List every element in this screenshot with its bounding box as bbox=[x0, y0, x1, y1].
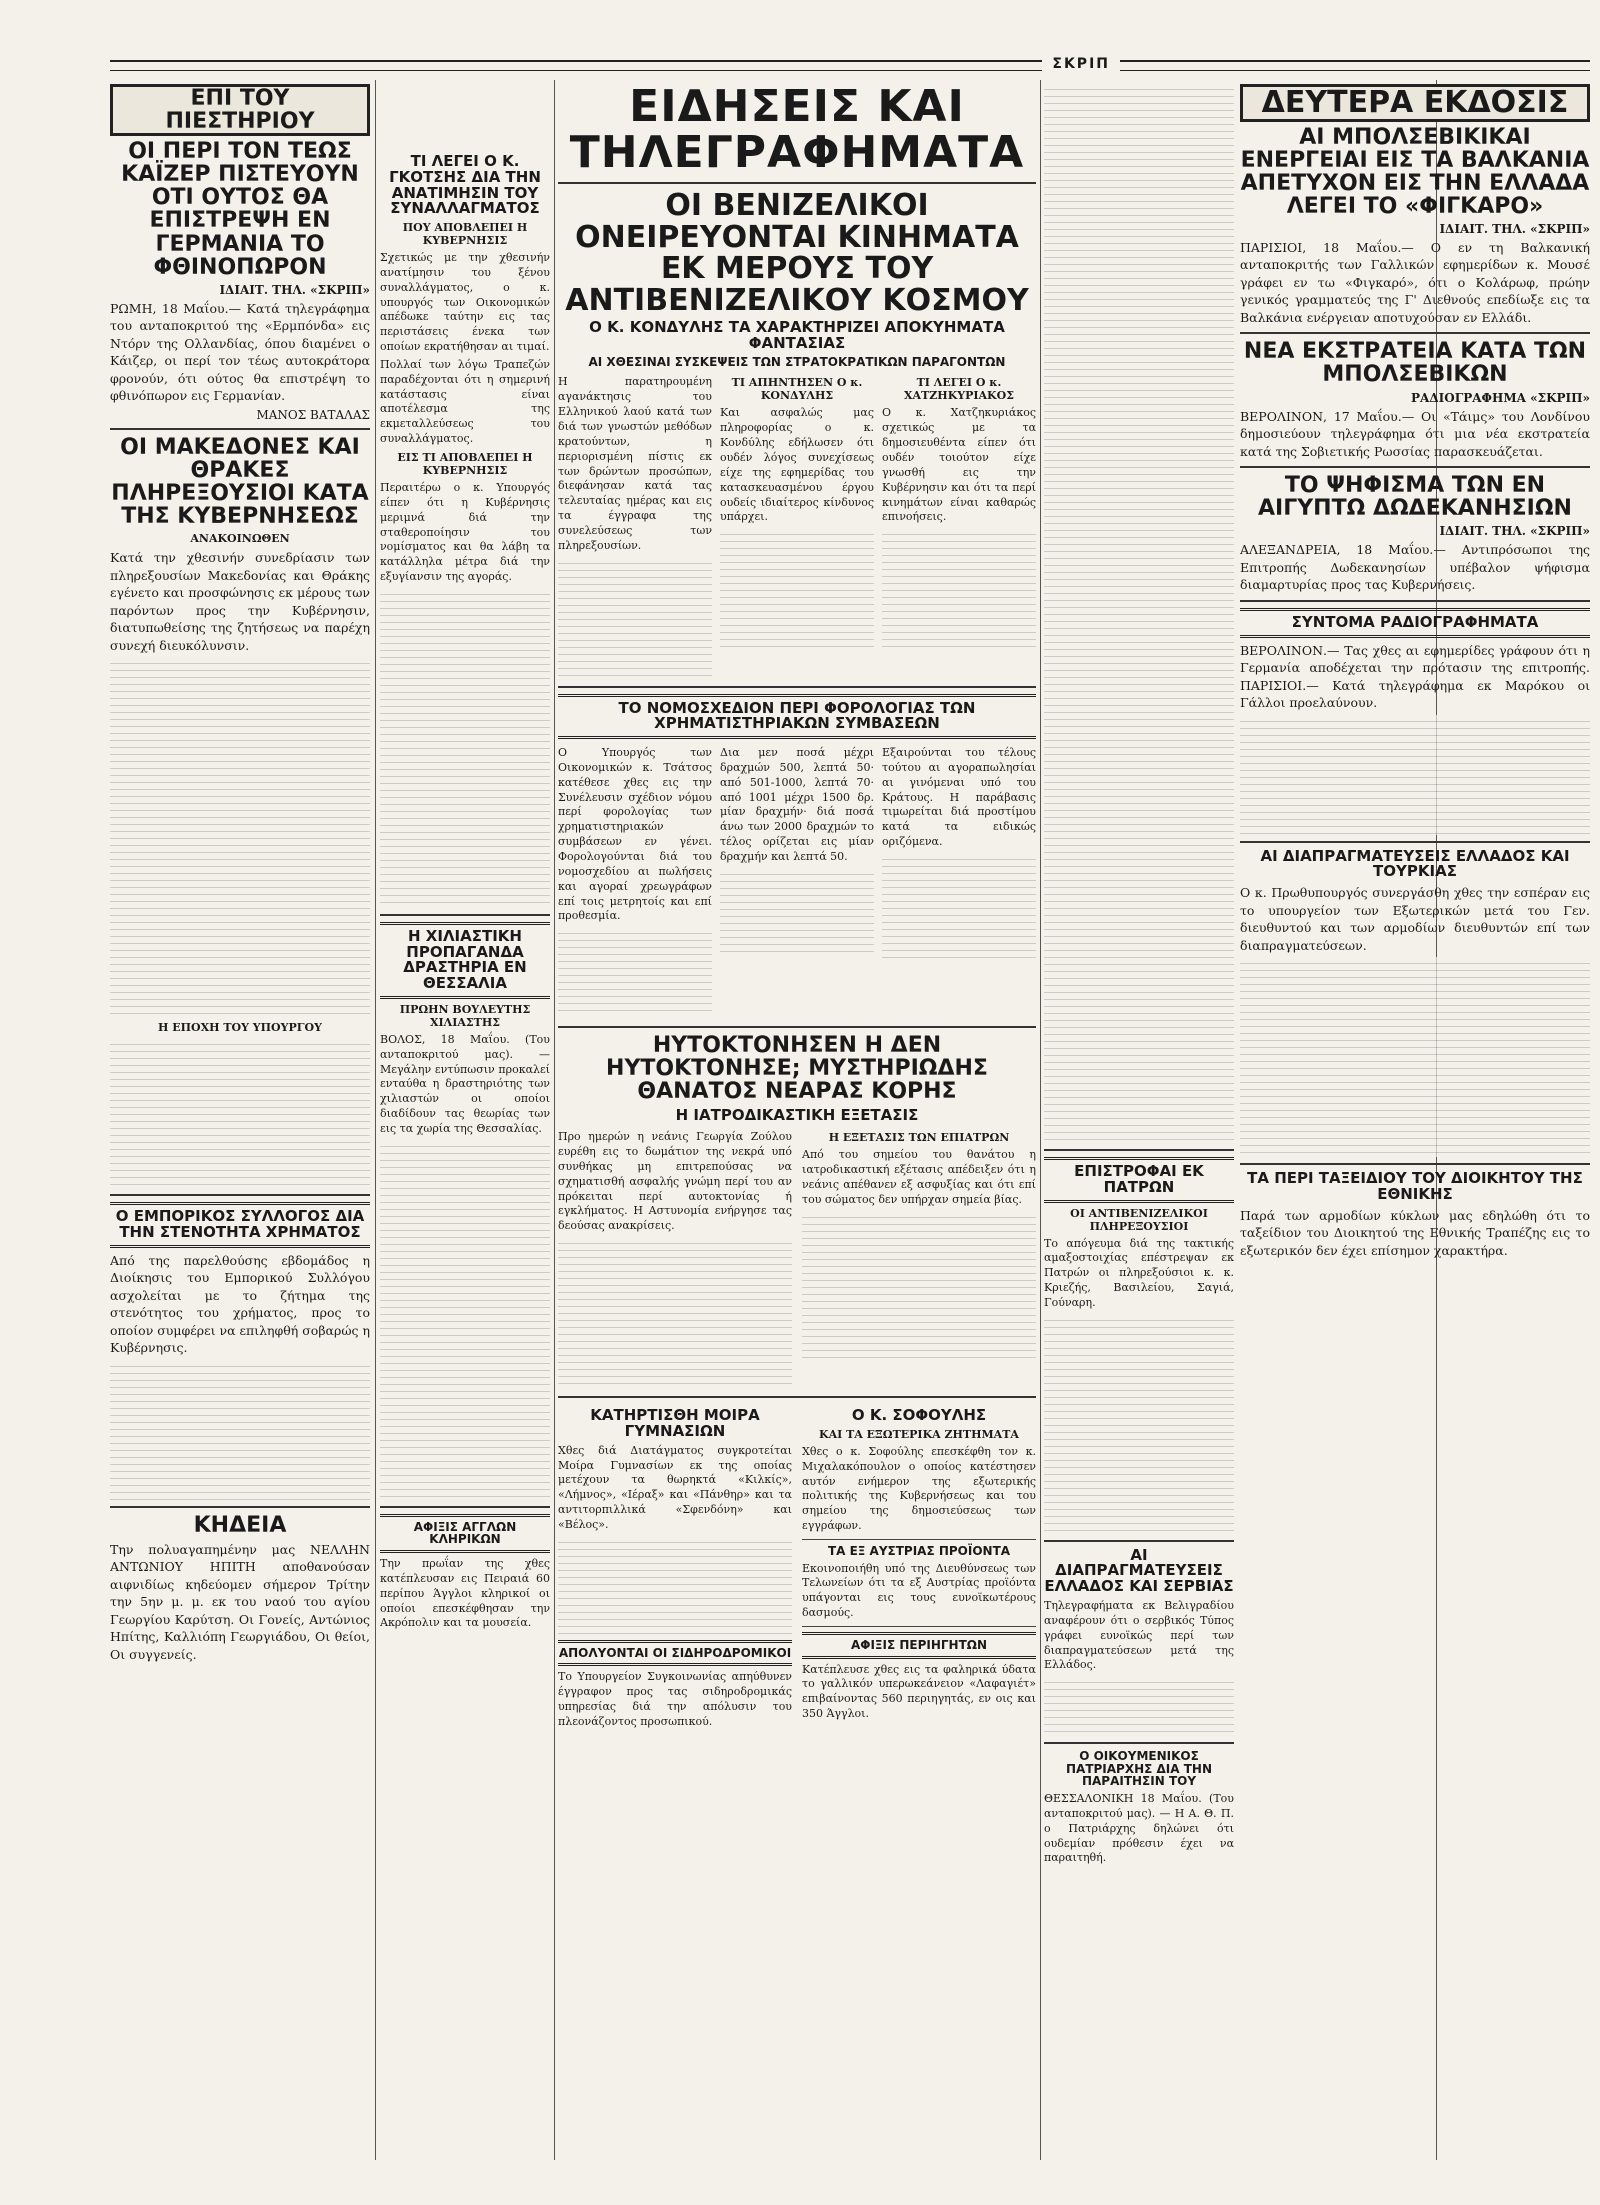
column-left bbox=[110, 80, 370, 1666]
text-block bbox=[558, 1237, 792, 1387]
byline: ΜΑΝΟΣ ΒΑΤΑΛΑΣ bbox=[256, 407, 370, 422]
text-block bbox=[882, 853, 1036, 963]
dateline: ΙΔΙΑΙΤ. ΤΗΛ. «ΣΚΡΙΠ» bbox=[219, 282, 370, 297]
story-text: Προ ημερών η νεάνις Γεωργία Ζούλου ευρέθη εις το δωμάτιον της νεκρά υπό συνθήκας μη επιτρεπούσας να σχηματισθή ασφαλής γνώμη περί του αν πρόκειται περί αυτοκτονίας ή εγκλήματος. Η Αστυνομία ενήργησε τας δεούσας ανακρίσεις. bbox=[558, 1130, 792, 1233]
story-text: Το Υπουργείον Συγκοινωνίας απηύθυνεν έγγραφον προς τας σιδηροδρομικάς υπηρεσίας διά την απόλυσιν του πλεονάζοντος προσωπικού. bbox=[558, 1670, 792, 1728]
divider bbox=[802, 1539, 1036, 1540]
section-label: ΠΡΩΗΝ ΒΟΥΛΕΥΤΗΣ ΧΙΛΙΑΣΤΗΣ bbox=[399, 1002, 531, 1029]
story-text: Η παρατηρουμένη αγανάκτησις του Ελληνικού λαού κατά των διά των γνωστών μεθόδων κρατούντων, η περιορισμένη πίστις εκ των δρώντων προσώπων, διεφάνησαν κατά τας τελευταίας ημέρας και εις τα έγγραφα της συνελεύσεως των πληρεξουσίων. bbox=[558, 375, 712, 552]
divider bbox=[1044, 1149, 1234, 1151]
section-label: ΟΙ ΑΝΤΙΒΕΝΙΖΕΛΙΚΟΙ ΠΛΗΡΕΞΟΥΣΙΟΙ bbox=[1070, 1206, 1208, 1233]
divider bbox=[380, 1506, 550, 1508]
section-label: ΑΝΑΚΟΙΝΩΘΕΝ bbox=[190, 532, 290, 546]
story-columns bbox=[558, 1404, 1036, 1733]
story-headline: ΣΥΝΤΟΜΑ ΡΑΔΙΟΓΡΑΦΗΜΑΤΑ bbox=[1240, 608, 1590, 638]
story-headline: ΤΟ ΨΗΦΙΣΜΑ ΤΩΝ ΕΝ ΑΙΓΥΠΤΩ ΔΩΔΕΚΑΝΗΣΙΩΝ bbox=[1258, 473, 1572, 522]
story-text: Κατέπλευσε χθες εις τα φαληρικά ύδατα το γαλλικόν υπερωκεάνειον «Λαφαγιέτ» επιβαίνοντας 560 περιηγητάς, εν οις και 350 Άγγλοι. bbox=[802, 1662, 1036, 1721]
masthead-name: ΣΚΡΙΠ bbox=[1042, 56, 1120, 72]
story-text: Ο κ. Χατζηκυριάκος σχετικώς με τα δημοσιευθέντα είπεν ότι ουδέν τοιούτον είχε γνωσθή εις την Κυβέρνησιν και ότι τα περί κινημάτων είναι καθαρώς επινοήσεις. bbox=[882, 406, 1036, 524]
text-block bbox=[380, 1140, 550, 1500]
text-block bbox=[720, 868, 874, 958]
main-subheadline: Ο Κ. ΚΟΝΔΥΛΗΣ ΤΑ ΧΑΡΑΚΤΗΡΙΖΕΙ ΑΠΟΚΥΗΜΑΤΑ ΦΑΝΤΑΣΙΑΣ bbox=[589, 318, 1005, 353]
section-title: ΕΠΙ ΤΟΥ ΠΙΕΣΤΗΡΙΟΥ bbox=[110, 84, 370, 136]
text-block bbox=[558, 1536, 792, 1636]
story-headline: ΑΙ ΔΙΑΠΡΑΓΜΑΤΕΥΣΕΙΣ ΕΛΛΑΔΟΣ ΚΑΙ ΣΕΡΒΙΑΣ bbox=[1044, 1545, 1234, 1596]
dateline: ΙΔΙΑΙΤ. ΤΗΛ. «ΣΚΡΙΠ» bbox=[1439, 524, 1590, 539]
newspaper-page bbox=[110, 56, 1590, 2180]
section-label: ΤΙ ΛΕΓΕΙ Ο κ. ΧΑΤΖΗΚΥΡΙΑΚΟΣ bbox=[904, 376, 1014, 403]
column-divider bbox=[1040, 80, 1041, 2160]
divider bbox=[1240, 841, 1590, 843]
story-subheadline: Η ΙΑΤΡΟΔΙΚΑΣΤΙΚΗ ΕΞΕΤΑΣΙΣ bbox=[675, 1105, 919, 1124]
story-text: Σχετικώς με την χθεσινήν ανατίμησιν του ξένου συναλλάγματος, ο κ. υπουργός των Οικονομικών απέδωκε ταύτην εις τας περιστάσεις ένεκα των οποίων εκρατήθησαν αι τιμαί. bbox=[380, 251, 550, 354]
section-label: Η ΕΠΟΧΗ ΤΟΥ ΥΠΟΥΡΓΟΥ bbox=[158, 1021, 322, 1035]
text-block bbox=[802, 1211, 1036, 1361]
divider bbox=[1240, 332, 1590, 334]
divider bbox=[802, 1626, 1036, 1627]
divider bbox=[1044, 1742, 1234, 1744]
story-text: Το απόγευμα διά της τακτικής αμαξοστοιχίας επέστρεψαν εκ Πατρών οι πληρεξούσιοι κ. κ. Κριεζής, Βασιλείου, Σαγιά, Γούναρη. bbox=[1044, 1236, 1234, 1309]
page-title: ΕΙΔΗΣΕΙΣ ΚΑΙ ΤΗΛΕΓΡΑΦΗΜΑΤΑ bbox=[569, 81, 1025, 179]
story-headline: Η ΧΙΛΙΑΣΤΙΚΗ ΠΡΟΠΑΓΑΝΔΑ ΔΡΑΣΤΗΡΙΑ ΕΝ ΘΕΣΣΑΛΙΑ bbox=[380, 922, 550, 999]
divider bbox=[380, 914, 550, 916]
story-headline: ΟΙ ΠΕΡΙ ΤΟΝ ΤΕΩΣ ΚΑΪΖΕΡ ΠΙΣΤΕΥΟΥΝ ΟΤΙ ΟΥΤΟΣ ΘΑ ΕΠΙΣΤΡΕΨΗ ΕΝ ΓΕΡΜΑΝΙΑ ΤΟ ΦΘΙΝΟΠΩΡΟΝ bbox=[121, 139, 359, 280]
story-headline: ΟΙ ΜΑΚΕΔΟΝΕΣ ΚΑΙ ΘΡΑΚΕΣ ΠΛΗΡΕΞΟΥΣΙΟΙ ΚΑΤΑ ΤΗΣ ΚΥΒΕΡΝΗΣΕΩΣ bbox=[111, 434, 369, 530]
story-text: Δια μεν ποσά μέχρι δραχμών 500, λεπτά 50· από 501-1000, λεπτά 70· από 1001 μέχρι 1500 δρ. μίαν δραχμήν· διά ποσά άνω των 2000 δραχμών το τέλος ορίζεται εις μίαν δραχμήν και λεπτά 50. bbox=[720, 746, 874, 863]
story-text: Περαιτέρω ο κ. Υπουργός είπεν ότι η Κυβέρνησις μεριμνά διά την σταθεροποίησιν του νομίσματος και θα λάβη τα κατάλληλα μέτρα διά την εξυγίανσιν της αγοράς. bbox=[380, 480, 550, 584]
story-headline: ΕΠΙΣΤΡΟΦΑΙ ΕΚ ΠΑΤΡΩΝ bbox=[1044, 1157, 1234, 1203]
text-block bbox=[110, 657, 370, 1017]
edition-title: ΔΕΥΤΕΡΑ ΕΚΔΟΣΙΣ bbox=[1240, 84, 1590, 122]
story-text: ΑΛΕΞΑΝΔΡΕΙΑ, 18 Μαΐου.— Αντιπρόσωποι της Επιτροπής Δωδεκανησίων υπέβαλον ψήφισμα διαμαρτυρίας προς τας Κυβερνήσεις. bbox=[1240, 542, 1590, 593]
section-label: ΕΙΣ ΤΙ ΑΠΟΒΛΕΠΕΙ Η ΚΥΒΕΡΝΗΣΙΣ bbox=[397, 450, 533, 477]
story-headline: ΑΦΙΞΙΣ ΑΓΓΛΩΝ ΚΛΗΡΙΚΩΝ bbox=[380, 1514, 550, 1553]
notice-title: ΚΗΔΕΙΑ bbox=[193, 1512, 287, 1538]
main-headline: ΟΙ ΒΕΝΙΖΕΛΙΚΟΙ ΟΝΕΙΡΕΥΟΝΤΑΙ ΚΙΝΗΜΑΤΑ ΕΚ ΜΕΡΟΥΣ ΤΟΥ ΑΝΤΙΒΕΝΙΖΕΛΙΚΟΥ ΚΟΣΜΟΥ bbox=[565, 188, 1029, 318]
story-text: Εκοινοποιήθη υπό της Διευθύνσεως των Τελωνείων ότι τα εξ Αυστρίας προϊόντα υπάγονται εις τους ευνοϊκωτέρους δασμούς. bbox=[802, 1561, 1036, 1620]
story-text: ΒΕΡΟΛΙΝΟΝ, 17 Μαΐου.— Οι «Τάιμς» του Λονδίνου δημοσιεύουν τηλεγράφημα ότι μια νέα εκστρατεία κατά της Σοβιετικής Ρωσσίας παρασκευάζεται. bbox=[1240, 408, 1590, 459]
story-text: Και ασφαλώς μας πληροφορίας ο κ. Κονδύλης εδήλωσεν ότι ουδέν λόγος συνεχίσεως είχε της εφημερίδας του κατασκευασμένου έργου ουδείς ιδιαίτερος κίνδυνος υπάρχει. bbox=[720, 406, 874, 524]
column-right bbox=[1240, 80, 1590, 1262]
text-block bbox=[882, 528, 1036, 648]
section-label: Η ΕΞΕΤΑΣΙΣ ΤΩΝ ΕΠΙΑΤΡΩΝ bbox=[828, 1131, 1010, 1145]
divider bbox=[558, 182, 1036, 184]
story-text: Χθες ο κ. Σοφούλης επεσκέφθη τον κ. Μιχαλακόπουλον ο οποίος κατέστησεν αυτόν ενήμερον της εξωτερικής πολιτικής της Κυβερνήσεως και του σημείου της δημοσιεύσεως των εγγράφων. bbox=[802, 1444, 1036, 1533]
story-headline: ΤΙ ΛΕΓΕΙ Ο Κ. ΓΚΟΤΣΗΣ ΔΙΑ ΤΗΝ ΑΝΑΤΙΜΗΣΙΝ ΤΟΥ ΣΥΝΑΛΛΑΓΜΑΤΟΣ bbox=[389, 152, 541, 218]
divider bbox=[1240, 600, 1590, 602]
divider bbox=[110, 1194, 370, 1196]
story-columns bbox=[558, 372, 1036, 679]
column-divider bbox=[375, 80, 376, 2160]
story-text: ΠΑΡΙΣΙΟΙ, 18 Μαΐου.— Ο εν τη Βαλκανική ανταποκριτής των Γαλλικών εφημερίδων κ. Μουσέ γράφει εν τω «Φιγκαρό», ότι ο Κολάρωφ, πρώην γενικός γραμματεύς της Γ' Διεθνούς επεδίωξε εις τα Βαλκάνια ενέργειαν αποτυχούσαν εν Ελλάδι. bbox=[1240, 239, 1590, 325]
text-block bbox=[1044, 1314, 1234, 1534]
divider bbox=[110, 1506, 370, 1508]
text-block bbox=[558, 927, 712, 1017]
story-text: Εξαιρούνται του τέλους τούτου αι αγοραπωλησίαι αι γινόμεναι υπό του Κράτους. Η παράβασις τιμωρείται διά προστίμου κατά τα ειδικώς οριζόμενα. bbox=[882, 746, 1036, 849]
section-label: ΤΙ ΑΠΗΝΤΗΣΕΝ Ο κ. ΚΟΝΔΥΛΗΣ bbox=[731, 376, 863, 403]
column-divider bbox=[554, 80, 555, 2160]
section-label: ΚΑΙ ΤΑ ΕΞΩΤΕΡΙΚΑ ΖΗΤΗΜΑΤΑ bbox=[819, 1427, 1019, 1441]
text-block bbox=[110, 1360, 370, 1500]
divider bbox=[558, 686, 1036, 688]
story-text: Παρά των αρμοδίων κύκλων μας εδηλώθη ότι το ταξείδιον του Διοικητού της Εθνικής Τραπέζης εις το εξωτερικόν δεν έχει επίσημον χαρακτήρα. bbox=[1240, 1207, 1590, 1258]
text-block bbox=[1240, 957, 1590, 1157]
column-second bbox=[380, 80, 550, 1634]
story-text: Ο Υπουργός των Οικονομικών κ. Τσάτσος κατέθεσε χθες εις την Συνέλευσιν σχέδιον νόμου περί φορολογίας των χρηματιστηριακών συμβάσεων εν γένει. Φορολογούνται διά του νομοσχεδίου αι πωλήσεις και αγοραί χρεωγράφων επί τοις μετρητοίς και επί προθεσμία. bbox=[558, 746, 712, 923]
story-headline: ΑΦΙΞΙΣ ΠΕΡΙΗΓΗΤΩΝ bbox=[802, 1632, 1036, 1659]
text-block bbox=[1240, 715, 1590, 835]
story-text: Ο κ. Πρωθυπουργός συνεργάσθη χθες την εσπέραν εις το υπουργείον των Εξωτερικών μετά του Γεν. διευθυντού και των αρμοδίων διευθυντών επί των διαπραγματεύσεων. bbox=[1240, 885, 1590, 953]
text-block bbox=[720, 528, 874, 648]
column-main bbox=[558, 80, 1036, 1733]
story-headline: ΚΑΤΗΡΤΙΣΘΗ ΜΟΙΡΑ ΓΥΜΝΑΣΙΩΝ bbox=[590, 1406, 760, 1440]
story-headline: ΤΑ ΠΕΡΙ ΤΑΞΕΙΔΙΟΥ ΤΟΥ ΔΙΟΙΚΗΤΟΥ ΤΗΣ ΕΘΝΙΚΗΣ bbox=[1247, 1169, 1583, 1203]
story-headline: ΑΙ ΜΠΟΛΣΕΒΙΚΙΚΑΙ ΕΝΕΡΓΕΙΑΙ ΕΙΣ ΤΑ ΒΑΛΚΑΝΙΑ ΑΠΕΤΥΧΟΝ ΕΙΣ ΤΗΝ ΕΛΛΑΔΑ ΛΕΓΕΙ ΤΟ «ΦΙΓΚΑΡΟ» bbox=[1240, 124, 1590, 219]
story-headline: ΤΟ ΝΟΜΟΣΧΕΔΙΟΝ ΠΕΡΙ ΦΟΡΟΛΟΓΙΑΣ ΤΩΝ ΧΡΗΜΑΤΙΣΤΗΡΙΑΚΩΝ ΣΥΜΒΑΣΕΩΝ bbox=[558, 694, 1036, 740]
story-text: Τηλεγραφήματα εκ Βελιγραδίου αναφέρουν ότι ο σερβικός Τύπος γράφει ευνοϊκώς περί των διαπραγματεύσεων μετά της Ελλάδος. bbox=[1044, 1598, 1234, 1672]
divider bbox=[558, 1026, 1036, 1028]
divider bbox=[558, 1396, 1036, 1398]
story-headline: ΤΑ ΕΞ ΑΥΣΤΡΙΑΣ ΠΡΟΪΟΝΤΑ bbox=[827, 1543, 1011, 1558]
story-text: ΡΩΜΗ, 18 Μαΐου.— Κατά τηλεγράφημα του ανταποκριτού της «Ερμπόνδα» εις Ντόρν της Ολλανδίας, όπου διαμένει ο Κάιζερ, οι περί τον τέως αυτοκράτορα φρονούν, ότι ούτος θα επιστρέψη το φθινόπωρον εις Γερμανίαν. bbox=[110, 300, 370, 404]
story-columns bbox=[558, 1127, 1036, 1390]
divider bbox=[110, 428, 370, 430]
text-block bbox=[380, 588, 550, 908]
story-headline: ΝΕΑ ΕΚΣΤΡΑΤΕΙΑ ΚΑΤΑ ΤΩΝ ΜΠΟΛΣΕΒΙΚΩΝ bbox=[1243, 339, 1587, 388]
story-text: ΘΕΣΣΑΛΟΝΙΚΗ 18 Μαΐου. (Του ανταποκριτού μας). — Η Α. Θ. Π. ο Πατριάρχης δηλώνει ότι ουδεμίαν πρόθεσιν έχει να παραιτηθή. bbox=[1044, 1791, 1234, 1865]
story-headline: Ο Κ. ΣΟΦΟΥΛΗΣ bbox=[851, 1406, 987, 1425]
story-text: Χθες διά Διατάγματος συγκροτείται Μοίρα Γυμνασίων εκ της οποίας μετέχουν τα θωρηκτά «Κιλκίς», «Λήμνος», «Ιέραξ» και «Πάνθηρ» και τα αντιτορπιλλικά «Σφενδόνη» και «Βέλος». bbox=[558, 1443, 792, 1531]
main-subheadline: ΑΙ ΧΘΕΣΙΝΑΙ ΣΥΣΚΕΨΕΙΣ ΤΩΝ ΣΤΡΑΤΟΚΡΑΤΙΚΩΝ ΠΑΡΑΓΟΝΤΩΝ bbox=[588, 354, 1006, 369]
dateline: ΡΑΔΙΟΓΡΑΦΗΜΑ «ΣΚΡΙΠ» bbox=[1410, 390, 1590, 405]
story-text: ΒΟΛΟΣ, 18 Μαΐου. (Του ανταποκριτού μας). — Μεγάλην εντύπωσιν προκαλεί ενταύθα η δραστηριότης των χιλιαστών οι οποίοι διαδίδουν τας θεωρίας των εις τα χωρία της Θεσσαλίας. bbox=[380, 1032, 550, 1135]
story-columns bbox=[558, 743, 1036, 1020]
story-text: Από του σημείου του θανάτου η ιατροδικαστική εξέτασις απέδειξεν ότι η νεάνις απέθανεν εξ ασφυξίας και ότι επί του σώματος δεν υπήρχαν σημεία βίας. bbox=[802, 1148, 1036, 1206]
text-block bbox=[558, 557, 712, 677]
story-headline: ΗΥΤΟΚΤΟΝΗΣΕΝ Η ΔΕΝ ΗΥΤΟΚΤΟΝΗΣΕ; ΜΥΣΤΗΡΙΩΔΗΣ ΘΑΝΑΤΟΣ ΝΕΑΡΑΣ ΚΟΡΗΣ bbox=[606, 1033, 988, 1105]
story-headline: ΑΠΟΛΥΟΝΤΑΙ ΟΙ ΣΙΔΗΡΟΔΡΟΜΙΚΟΙ bbox=[558, 1640, 792, 1667]
story-text: Την πρωΐαν της χθες κατέπλευσαν εις Πειραιά 60 περίπου Άγγλοι κληρικοί οι οποίοι επεσκέφθησαν την Ακρόπολιν και τα μουσεία. bbox=[380, 1556, 550, 1630]
divider bbox=[1240, 466, 1590, 468]
section-label: ΠΟΥ ΑΠΟΒΛΕΠΕΙ Η ΚΥΒΕΡΝΗΣΙΣ bbox=[402, 221, 528, 247]
divider bbox=[1044, 1540, 1234, 1542]
story-headline: Ο ΟΙΚΟΥΜΕΝΙΚΟΣ ΠΑΤΡΙΑΡΧΗΣ ΔΙΑ ΤΗΝ ΠΑΡΑΙΤΗΣΙΝ ΤΟΥ bbox=[1065, 1749, 1212, 1789]
story-text: ΒΕΡΟΛΙΝΟΝ.— Τας χθες αι εφημερίδες γράφουν ότι η Γερμανία αποδέχεται την πρότασιν της επιτροπής. ΠΑΡΙΣΙΟΙ.— Κατά τηλεγράφημα εκ Μαρόκου οι Γάλλοι προελαύνουν. bbox=[1240, 642, 1590, 710]
story-headline: ΑΙ ΔΙΑΠΡΑΓΜΑΤΕΥΣΕΙΣ ΕΛΛΑΔΟΣ ΚΑΙ ΤΟΥΡΚΙΑΣ bbox=[1260, 846, 1570, 881]
story-text: Από της παρελθούσης εβδομάδος η Διοίκησις του Εμπορικού Συλλόγου ασχολείται με το ζήτημα της στενότητος του χρήματος, προς το οποίον συμφέρει να επιληφθή σοβαρώς η Κυβέρνησις. bbox=[110, 1252, 370, 1356]
column-fourth bbox=[1044, 80, 1234, 1869]
text-block bbox=[110, 1038, 370, 1188]
masthead-rule bbox=[110, 60, 1590, 71]
story-headline: Ο ΕΜΠΟΡΙΚΟΣ ΣΥΛΛΟΓΟΣ ΔΙΑ ΤΗΝ ΣΤΕΝΟΤΗΤΑ ΧΡΗΜΑΤΟΣ bbox=[110, 1202, 370, 1248]
story-text: Πολλαί των λόγω Τραπεζών παραδέχονται ότι η σημερινή κατάστασις είναι αποτέλεσμα της εκμεταλλεύσεως του συναλλάγματος. bbox=[380, 357, 550, 446]
story-text: Κατά την χθεσινήν συνεδρίασιν των πληρεξουσίων Μακεδονίας και Θράκης εγένετο και προσφώνησις εκ μέρους των παρόντων προς την Κυβέρνησιν, διατυπωθείσης της ζητήσεως να παρέχη συνεχή διευκόλυνσιν. bbox=[110, 550, 370, 653]
divider bbox=[1240, 1163, 1590, 1165]
text-block bbox=[1044, 83, 1234, 1143]
dateline: ΙΔΙΑΙΤ. ΤΗΛ. «ΣΚΡΙΠ» bbox=[1439, 221, 1590, 236]
text-block bbox=[1044, 1676, 1234, 1736]
notice-text: Την πολυαγαπημένην μας ΝΕΛΛΗΝ ΑΝΤΩΝΙΟΥ ΗΠΙΤΗ αποθανούσαν αιφνιδίως κηδεύομεν σήμερον Τρίτην την 5ην μ. μ. εκ του ναού του αγίου Γεωργίου Καρύτση. Οι Γονείς, Αντώνιος Ηπίτης, Καλλιόπη Γεωργιάδου, Οι θείοι, Οι συγγενείς. bbox=[110, 1541, 370, 1662]
